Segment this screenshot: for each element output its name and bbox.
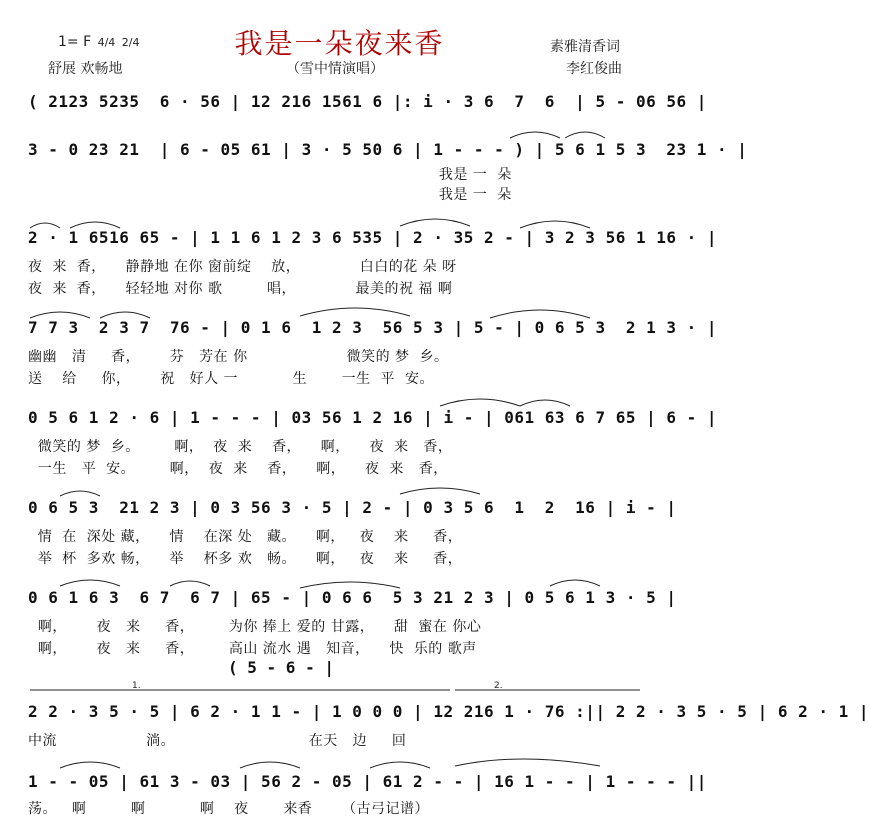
- tempo-marking: 舒展 欢畅地: [48, 61, 123, 77]
- slur-mark: [60, 580, 120, 586]
- key-label: 1= F: [58, 34, 92, 50]
- slur-mark: [520, 400, 570, 406]
- notation-line: 1 - - 05 | 61 3 - 03 | 56 2 - 05 | 61 2 - - | 16 1 - - | 1 - - - ||: [28, 772, 707, 791]
- slur-mark: [490, 310, 590, 318]
- slur-mark: [520, 221, 590, 228]
- notation-line: 2 · 1 6516 65 - | 1 1 6 1 2 3 6 535 | 2 · 35 2 - | 3 2 3 56 1 16 · |: [28, 228, 718, 247]
- slur-mark: [510, 132, 560, 138]
- lyric-verse-1: 荡。 啊 啊 啊 夜 来香 （古弓记谱）: [28, 801, 430, 817]
- slur-mark: [60, 491, 100, 496]
- notation-line: 0 5 6 1 2 · 6 | 1 - - - | 03 56 1 2 16 | i - | 061 63 6 7 65 | 6 - |: [28, 408, 718, 427]
- notation-line: 0 6 5 3 21 2 3 | 0 3 56 3 · 5 | 2 - | 0 3 5 6 1 2 16 | i - |: [28, 498, 677, 517]
- time-signature-1: 4/4: [97, 35, 116, 49]
- notation-line: 2 2 · 3 5 · 5 | 6 2 · 1 1 - | 1 0 0 0 | 12 216 1 · 76 :|| 2 2 · 3 5 · 5 | 6 2 · 1 |: [28, 702, 869, 721]
- composer-credit: 李红俊曲: [566, 61, 622, 77]
- performer-credit: （雪中情演唱）: [286, 61, 384, 77]
- notation-line: 3 - 0 23 21 | 6 - 05 61 | 3 · 5 50 6 | 1 - - - ) | 5 6 1 5 3 23 1 · |: [28, 140, 748, 159]
- lyric-verse-2: 啊， 夜 来 香， 高山 流水 遇 知音， 快 乐的 歌声: [28, 641, 477, 657]
- song-title: 我是一朵夜来香: [234, 27, 445, 60]
- slur-mark: [400, 488, 480, 494]
- notation-line: 7 7 3 2 3 7 76 - | 0 1 6 1 2 3 56 5 3 | 5 - | 0 6 5 3 2 1 3 · |: [28, 318, 718, 337]
- volta-number-1: 1.: [132, 681, 141, 691]
- lyric-verse-2: 送 给 你， 祝 好人 一 生 一生 平 安。: [28, 371, 434, 387]
- slur-mark: [440, 399, 520, 406]
- slur-mark: [240, 762, 300, 768]
- lyric-verse-2: 举 杯 多欢 畅， 举 杯多 欢 畅。 啊， 夜 来 香，: [28, 551, 463, 567]
- slur-mark: [370, 762, 430, 768]
- slur-mark: [70, 222, 120, 228]
- slur-mark: [300, 582, 400, 588]
- notation-line: 0 6 1 6 3 6 7 6 7 | 65 - | 0 6 6 5 3 21 2 3 | 0 5 6 1 3 · 5 |: [28, 588, 677, 607]
- lyric-verse-1: 我是 一 朵: [28, 167, 512, 183]
- interlude-notes: ( 5 - 6 - |: [228, 658, 334, 677]
- lyric-verse-1: 幽幽 清 香， 芬 芳在 你 微笑的 梦 乡。: [28, 349, 449, 365]
- slur-mark: [565, 132, 605, 138]
- slur-mark: [30, 312, 90, 318]
- volta-number-2: 2.: [494, 681, 503, 691]
- lyric-verse-1: 夜 来 香， 静静地 在你 窗前绽 放， 白白的花 朵 呀: [28, 259, 457, 275]
- slur-mark: [300, 308, 410, 316]
- lyric-verse-2: 夜 来 香， 轻轻地 对你 歌 唱， 最美的祝 福 啊: [28, 281, 453, 297]
- slur-mark: [30, 223, 60, 228]
- lyric-verse-1: 微笑的 梦 乡。 啊， 夜 来 香， 啊， 夜 来 香，: [28, 439, 453, 455]
- lyric-verse-2: 我是 一 朵: [28, 187, 512, 203]
- lyricist-credit: 素雅清香词: [550, 39, 620, 55]
- time-signature-2: 2/4: [121, 35, 140, 49]
- lyric-verse-1: 中流 淌。 在天 边 回: [28, 733, 407, 749]
- lyric-verse-1: 情 在 深处 藏， 情 在深 处 藏。 啊， 夜 来 香，: [28, 529, 463, 545]
- lyric-verse-2: 一生 平 安。 啊， 夜 来 香， 啊， 夜 来 香，: [28, 461, 448, 477]
- slur-mark: [170, 581, 210, 586]
- slur-mark: [60, 762, 120, 768]
- notation-line: ( 2123 5235 6 · 56 | 12 216 1561 6 |: i · 3 6 7 6 | 5 - 06 56 |: [28, 92, 707, 111]
- lyric-verse-1: 啊， 夜 来 香， 为你 捧上 爱的 甘露， 甜 蜜在 你心: [28, 619, 482, 635]
- slur-mark: [100, 312, 150, 318]
- slur-mark: [400, 219, 470, 226]
- slur-mark: [455, 759, 600, 766]
- slur-mark: [550, 580, 600, 586]
